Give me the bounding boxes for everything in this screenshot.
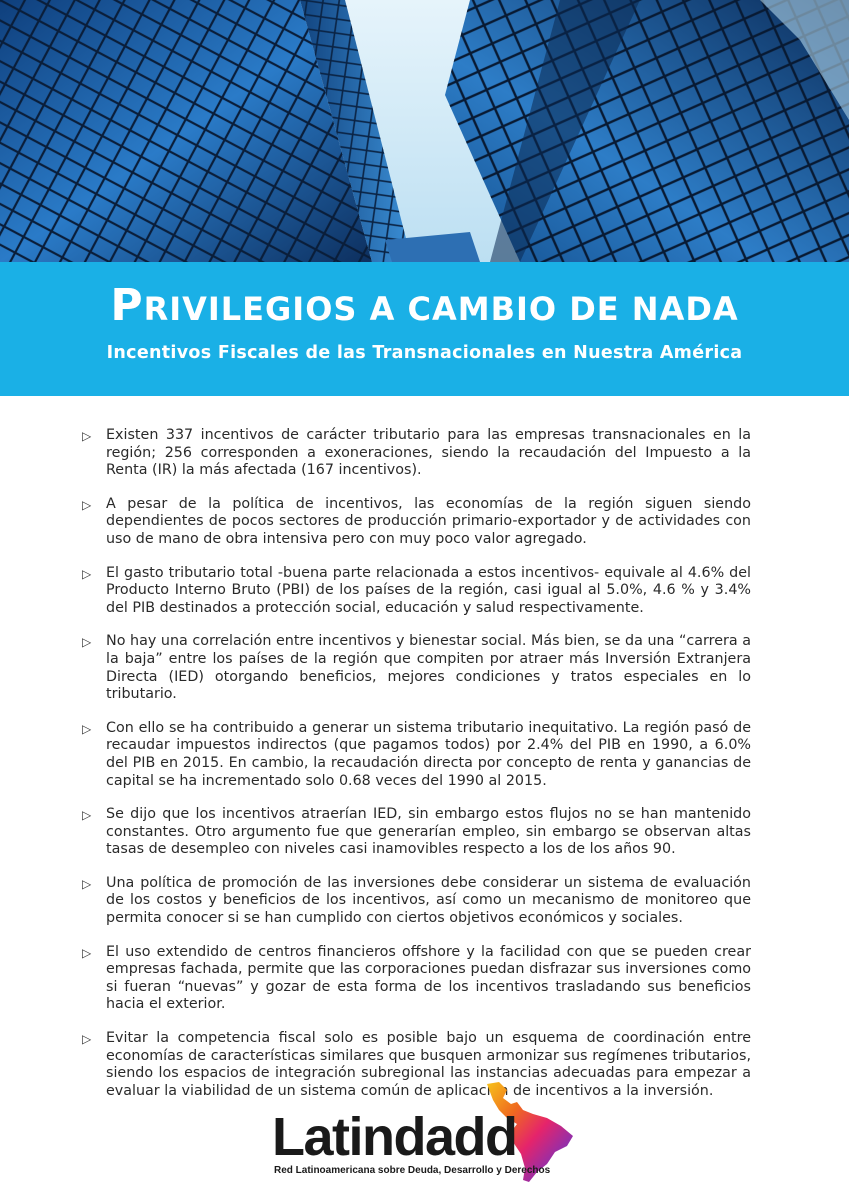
list-item	[82, 427, 751, 480]
triangle-bullet-icon: ▷	[82, 808, 92, 823]
page-title	[0, 280, 849, 331]
page-subtitle: Incentivos Fiscales de las Transnacionales en Nuestra América	[106, 343, 743, 363]
hero-image-skyscrapers	[0, 0, 849, 262]
triangle-bullet-icon: ▷	[82, 876, 92, 891]
triangle-bullet-icon: ▷	[82, 1032, 92, 1047]
key-points-list	[82, 427, 751, 1116]
list-item	[82, 806, 751, 859]
latindadd-logo	[272, 1080, 582, 1190]
triangle-bullet-icon: ▷	[82, 566, 92, 581]
list-item-text: No hay una correlación entre incentivos y bienestar social. Más bien, se da una “carrera a la baja” entre los países de la región que compiten por atraer más Inversión Extranjera Directa (IED) otorgando beneficios, mejores condiciones y tratos especiales en lo tributario.	[106, 633, 751, 703]
list-item	[82, 875, 751, 928]
logo-tagline: Red Latinoamericana sobre Deuda, Desarrollo y Derechos	[274, 1165, 551, 1176]
title-initial: P	[110, 280, 144, 331]
list-item	[82, 633, 751, 703]
skyscrapers-illustration	[0, 0, 849, 262]
title-band	[0, 262, 849, 396]
list-item	[82, 944, 751, 1014]
list-item-text: El uso extendido de centros financieros offshore y la facilidad con que se pueden crear empresas fachada, permite que las corporaciones puedan disfrazar sus inversiones como si fueran “nuevas” y gozar de esta forma de los incentivos trasladando sus beneficios hacia el exterior.	[106, 943, 751, 1013]
list-item-text: Con ello se ha contribuido a generar un sistema tributario inequitativo. La región pasó de recaudar impuestos indirectos (que pagamos todos) por 2.4% del PIB en 1990, a 6.0% del PIB en 2015. En cambio, la recaudación directa por concepto de renta y ganancias de capital se ha incrementado solo 0.68 veces del 1990 al 2015.	[106, 719, 751, 789]
list-item-text: Se dijo que los incentivos atraerían IED, sin embargo estos flujos no se han mantenido constantes. Otro argumento fue que generarían empleo, sin embargo se observan altas tasas de desempleo con niveles casi inamovibles respecto a los de los años 90.	[106, 806, 751, 858]
triangle-bullet-icon: ▷	[82, 429, 92, 443]
list-item	[82, 565, 751, 618]
list-item-text: El gasto tributario total -buena parte relacionada a estos incentivos- equivale al 4.6% del Producto Interno Bruto (PBI) de los países de la región, casi igual al 5.0%, 4.6 % y 3.4% del PIB destinados a protección social, educación y salud respectivamente.	[106, 564, 751, 616]
list-item-text: A pesar de la política de incentivos, las economías de la región siguen siendo dependientes de pocos sectores de producción primario-exportador y de actividades con uso de mano de obra intensiva pero con muy poco valor agregado.	[106, 495, 751, 547]
triangle-bullet-icon: ▷	[82, 497, 92, 512]
list-item-text: Existen 337 incentivos de carácter tributario para las empresas transnacionales en la región; 256 corresponden a exoneraciones, siendo la recaudación del Impuesto a la Renta (IR) la más afectada (167 incentivos).	[106, 427, 751, 479]
title-rest: RIVILEGIOS A CAMBIO DE NADA	[143, 290, 739, 328]
list-item-text: Una política de promoción de las inversiones debe considerar un sistema de evaluación de los costos y beneficios de los incentivos, así como un mecanismo de monitoreo que permita conocer si se han cumplido con ciertos objetivos económicos y sociales.	[106, 874, 751, 927]
triangle-bullet-icon: ▷	[82, 945, 92, 960]
list-item-text: Evitar la competencia fiscal solo es posible bajo un esquema de coordinación entre economías de características similares que busquen armonizar sus regímenes tributarios, siendo los espacios de integración subregional las instancias adecuadas para empezar a evaluar la viabilidad de un sistema común de aplicación de incentivos a la inversión.	[106, 1030, 751, 1099]
list-item	[82, 496, 751, 549]
list-item	[82, 720, 751, 790]
triangle-bullet-icon: ▷	[82, 721, 92, 736]
logo-wordmark: Latindadd	[272, 1107, 517, 1167]
triangle-bullet-icon: ▷	[82, 635, 92, 650]
